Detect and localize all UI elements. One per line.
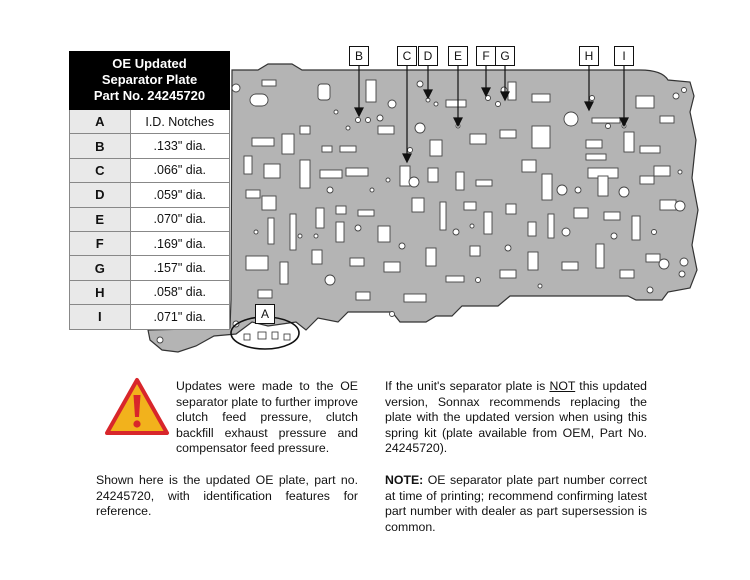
notches [244, 332, 290, 340]
row-size: .059" dia. [130, 183, 229, 207]
callout-label: A [255, 304, 275, 324]
row-id: E [70, 207, 131, 231]
shown-paragraph: Shown here is the updated OE plate, part no. 24245720, with identification features for reference. [96, 473, 358, 519]
table-row [70, 207, 230, 231]
not-emphasis: NOT [549, 379, 576, 393]
row-id: C [70, 158, 131, 182]
warning-triangle-icon [104, 377, 170, 437]
callout-label: I [614, 46, 634, 66]
note-paragraph [385, 473, 647, 535]
callout-label: H [579, 46, 599, 66]
replacement-paragraph [385, 379, 647, 457]
callout-label: D [418, 46, 438, 66]
row-id: H [70, 280, 131, 304]
table-title: OE Updated Separator Plate Part No. 24245720 [70, 52, 230, 110]
row-id: G [70, 256, 131, 280]
replacement-text-post: this updated version, Sonnax recommends replacing the plate with the updated version when using this spring kit (plate available from OEM, Part No. 24245720). [385, 379, 648, 456]
warning-paragraph: Updates were made to the OE separator plate to further improve clutch feed pressure, clutch backfill exhaust pressure and compensator feed pressure. [176, 379, 358, 456]
callout-label: E [448, 46, 468, 66]
table-row [70, 305, 230, 329]
row-size: .066" dia. [130, 158, 229, 182]
callout-label: G [495, 46, 515, 66]
row-size: .070" dia. [130, 207, 229, 231]
note-label: NOTE: [385, 473, 424, 487]
row-size: .058" dia. [130, 280, 229, 304]
table-row [70, 134, 230, 158]
row-id: F [70, 231, 131, 255]
identification-table [69, 51, 230, 330]
row-size: I.D. Notches [130, 110, 229, 134]
table-row [70, 256, 230, 280]
row-id: D [70, 183, 131, 207]
row-id: A [70, 110, 131, 134]
note-body: OE separator plate part number correct at time of printing; recommend confirming latest part number with dealer as part supersession is common. [385, 473, 647, 534]
row-size: .157" dia. [130, 256, 229, 280]
row-id: B [70, 134, 131, 158]
table-row [70, 110, 230, 134]
row-size: .071" dia. [130, 305, 229, 329]
table-row [70, 231, 230, 255]
row-id: I [70, 305, 131, 329]
replacement-text-pre: If the unit's separator plate is [385, 379, 550, 393]
table-row [70, 158, 230, 182]
callout-label: B [349, 46, 369, 66]
table-row [70, 183, 230, 207]
row-size: .169" dia. [130, 231, 229, 255]
callout-label: C [397, 46, 417, 66]
row-size: .133" dia. [130, 134, 229, 158]
table-row [70, 280, 230, 304]
callout-label: F [476, 46, 496, 66]
